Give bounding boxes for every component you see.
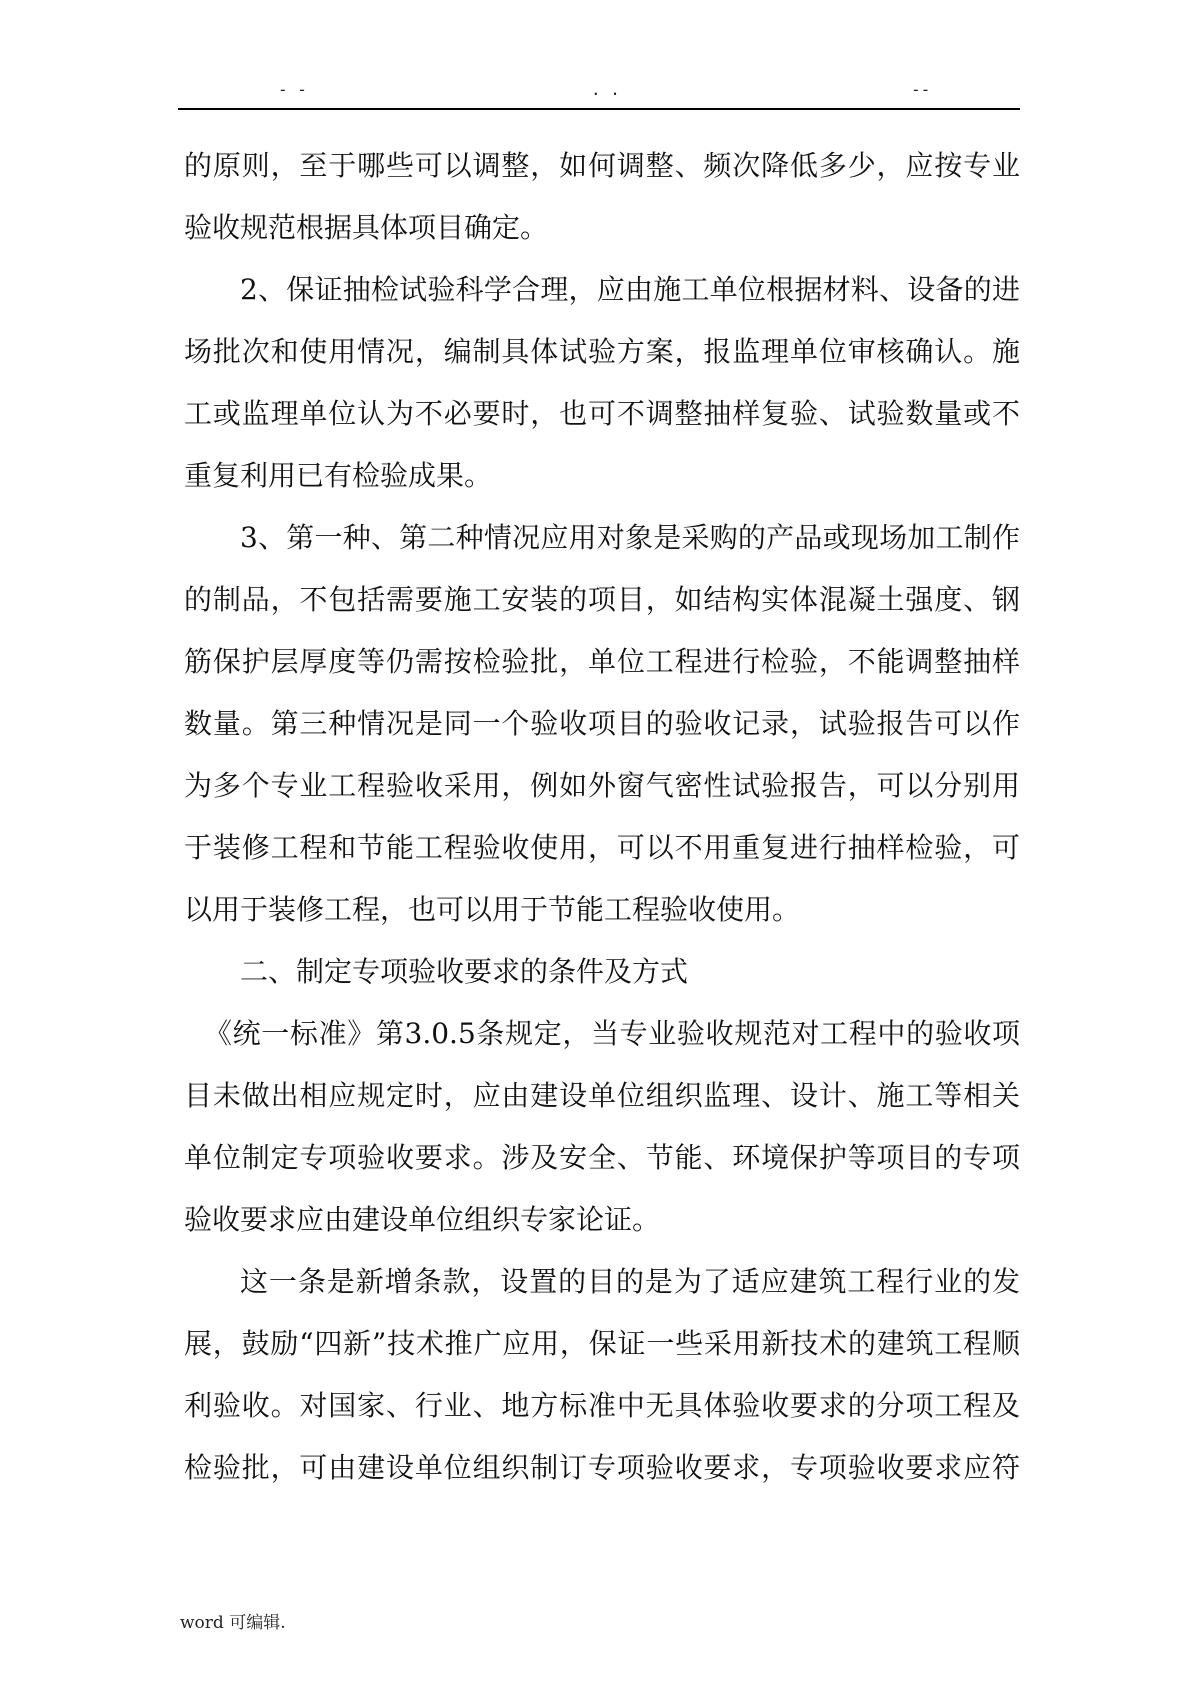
document-body [184, 135, 1020, 1499]
body-line: 3、第一种、第二种情况应用对象是采购的产品或现场加工制作 [240, 521, 1020, 554]
body-line: 筋保护层厚度等仍需按检验批，单位工程进行检验，不能调整抽样 [184, 645, 1020, 678]
header-center-mark: . . [591, 80, 620, 99]
body-line: 验收要求应由建设单位组织专家论证。 [184, 1203, 661, 1236]
body-line: 检验批，可由建设单位组织制订专项验收要求，专项验收要求应符 [184, 1451, 1020, 1484]
body-line: 验收规范根据具体项目确定。 [184, 211, 549, 244]
body-line: 于装修工程和节能工程验收使用，可以不用重复进行抽样检验，可 [184, 831, 1020, 864]
body-line: 的原则，至于哪些可以调整，如何调整、频次降低多少，应按专业 [184, 149, 1020, 182]
page-header [178, 80, 1020, 110]
body-line: 以用于装修工程，也可以用于节能工程验收使用。 [184, 893, 801, 926]
body-line: 展，鼓励“四新”技术推广应用，保证一些采用新技术的建筑工程顺 [184, 1327, 1020, 1360]
section-heading: 二、制定专项验收要求的条件及方式 [240, 955, 689, 988]
body-line: 2、保证抽检试验科学合理，应由施工单位根据材料、设备的进 [240, 273, 1020, 306]
body-line: 的制品，不包括需要施工安装的项目，如结构实体混凝土强度、钢 [184, 583, 1020, 616]
body-line: 单位制定专项验收要求。涉及安全、节能、环境保护等项目的专项 [184, 1141, 1020, 1174]
header-left-mark: - - [278, 80, 307, 99]
page-footer: word 可编辑. [180, 1613, 286, 1633]
body-line: 利验收。对国家、行业、地方标准中无具体验收要求的分项工程及 [184, 1389, 1020, 1422]
body-line: 目未做出相应规定时，应由建设单位组织监理、设计、施工等相关 [184, 1079, 1020, 1112]
body-line: 这一条是新增条款，设置的目的是为了适应建筑工程行业的发 [240, 1265, 1020, 1298]
body-line: 数量。第三种情况是同一个验收项目的验收记录，试验报告可以作 [184, 707, 1020, 740]
body-line: 为多个专业工程验收采用，例如外窗气密性试验报告，可以分别用 [184, 769, 1020, 802]
body-line: 工或监理单位认为不必要时，也可不调整抽样复验、试验数量或不 [184, 397, 1020, 430]
header-rule [178, 108, 1020, 110]
body-line: 场批次和使用情况，编制具体试验方案，报监理单位审核确认。施 [184, 335, 1020, 368]
body-line: 重复利用已有检验成果。 [184, 459, 493, 492]
body-line: 《统一标准》第3.0.5条规定，当专业验收规范对工程中的验收项 [204, 1017, 1020, 1050]
header-right-mark: -- [911, 80, 931, 99]
